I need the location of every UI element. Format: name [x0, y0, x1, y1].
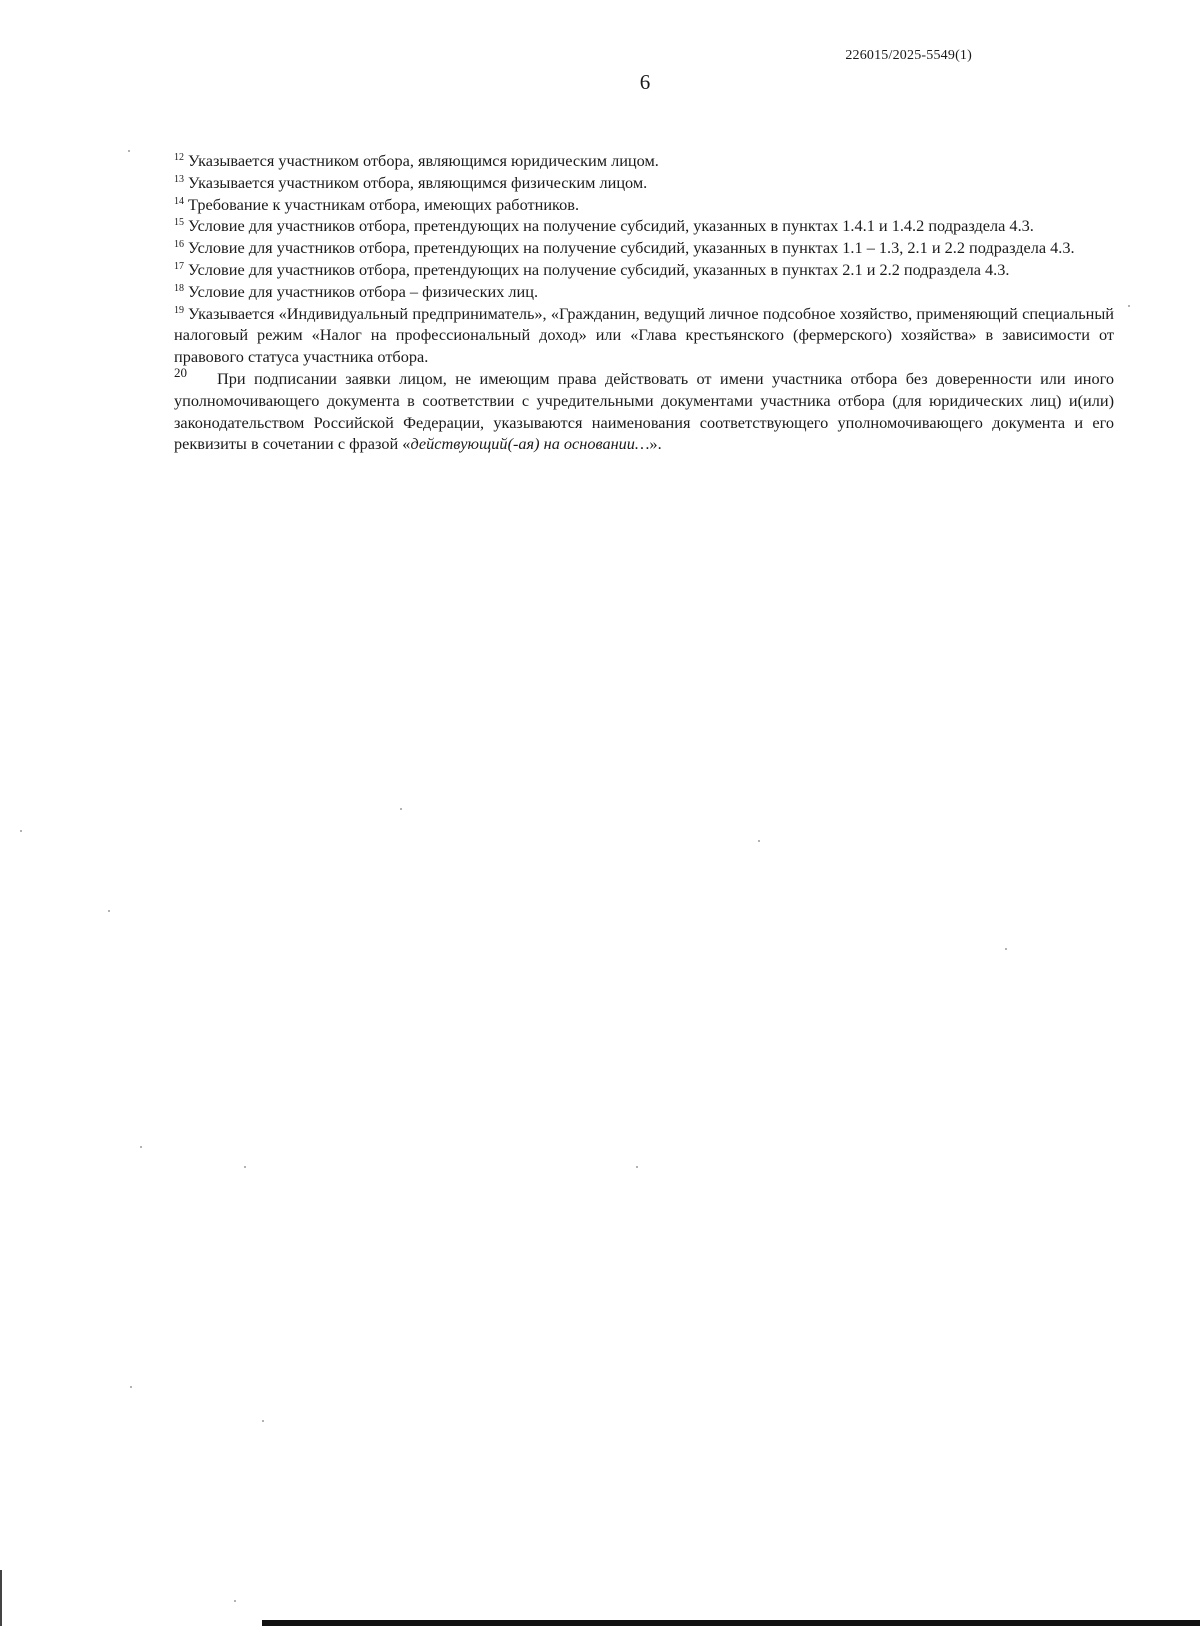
- footnote-13: [174, 172, 1114, 194]
- scan-speck: [244, 1166, 246, 1168]
- footnote-text: Условие для участников отбора, претендующих на получение субсидий, указанных в пунктах 1.1 – 1.3, 2.1 и 2.2 подраздела 4.3.: [188, 238, 1075, 258]
- scan-speck: [262, 1420, 264, 1422]
- footnote-18: [174, 281, 1114, 303]
- footnote-text: Условие для участников отбора – физических лиц.: [188, 281, 539, 301]
- scan-speck: [108, 910, 110, 912]
- footnote-marker: 16: [174, 239, 184, 251]
- scan-speck: [20, 830, 22, 832]
- footnote-text: Указывается «Индивидуальный предприниматель», «Гражданин, ведущий личное подсобное хозяйство, применяющий специальный налоговый режим «Налог на профессиональный доход» или «Глава крестьянского (фермерского) хозяйства» в зависимости от правового статуса участника отбора.: [174, 303, 1114, 367]
- scan-speck: [1005, 948, 1007, 950]
- footnote-marker: 20: [174, 364, 187, 380]
- scan-speck: [758, 840, 760, 842]
- scan-bottom-border: [262, 1620, 1200, 1626]
- scan-speck: [130, 1386, 132, 1388]
- scan-edge-shadow: [0, 1570, 2, 1626]
- scan-speck: [636, 1166, 638, 1168]
- scan-speck: [128, 150, 130, 152]
- footnote-text: Требование к участникам отбора, имеющих работников.: [188, 194, 580, 214]
- scan-speck: [140, 1146, 142, 1148]
- footnote-marker: 14: [174, 195, 184, 207]
- footnote-text: Условие для участников отбора, претендующих на получение субсидий, указанных в пунктах 2.1 и 2.2 подраздела 4.3.: [188, 259, 1010, 279]
- footnote-italic-open: «: [402, 434, 411, 454]
- footnote-20: [174, 364, 1114, 455]
- footnote-15: [174, 215, 1114, 237]
- scan-speck: [1128, 305, 1130, 307]
- footnote-17: [174, 259, 1114, 281]
- footnotes-list: [174, 150, 1114, 455]
- footnote-text: Указывается участником отбора, являющимся физическим лицом.: [188, 172, 648, 192]
- footnote-marker: 15: [174, 217, 184, 229]
- footnote-marker: 17: [174, 260, 184, 272]
- footnote-14: [174, 194, 1114, 216]
- footnote-12: [174, 150, 1114, 172]
- footnote-marker: 19: [174, 304, 184, 316]
- footnote-italic-close: ».: [649, 434, 662, 454]
- footnote-text: Условие для участников отбора, претендующих на получение субсидий, указанных в пунктах 1.4.1 и 1.4.2 подраздела 4.3.: [188, 216, 1034, 236]
- footnote-marker: 18: [174, 282, 184, 294]
- scan-speck: [400, 808, 402, 810]
- footnote-19: [174, 303, 1114, 368]
- footnote-16: [174, 237, 1114, 259]
- page-number: 6: [639, 70, 651, 94]
- footnote-italic-phrase: действующий(-ая) на основании…: [410, 434, 650, 454]
- footnote-text: При подписании заявки лицом, не имеющим права действовать от имени участника отбора без доверенности или иного уполномочивающего документа в соответствии с учредительными документами участника отбора (для юридических лиц) и(или) законодательством Российской Федерации, указываются наименования соответствующего уполномочивающего документа и его реквизиты в сочетании с фразой: [174, 368, 1114, 454]
- document-registration-number: 226015/2025-5549(1): [845, 48, 972, 63]
- footnote-text: Указывается участником отбора, являющимся юридическим лицом.: [188, 151, 659, 170]
- footnote-marker: 13: [174, 173, 184, 185]
- scan-speck: [234, 1600, 236, 1602]
- footnote-marker: 12: [174, 152, 184, 163]
